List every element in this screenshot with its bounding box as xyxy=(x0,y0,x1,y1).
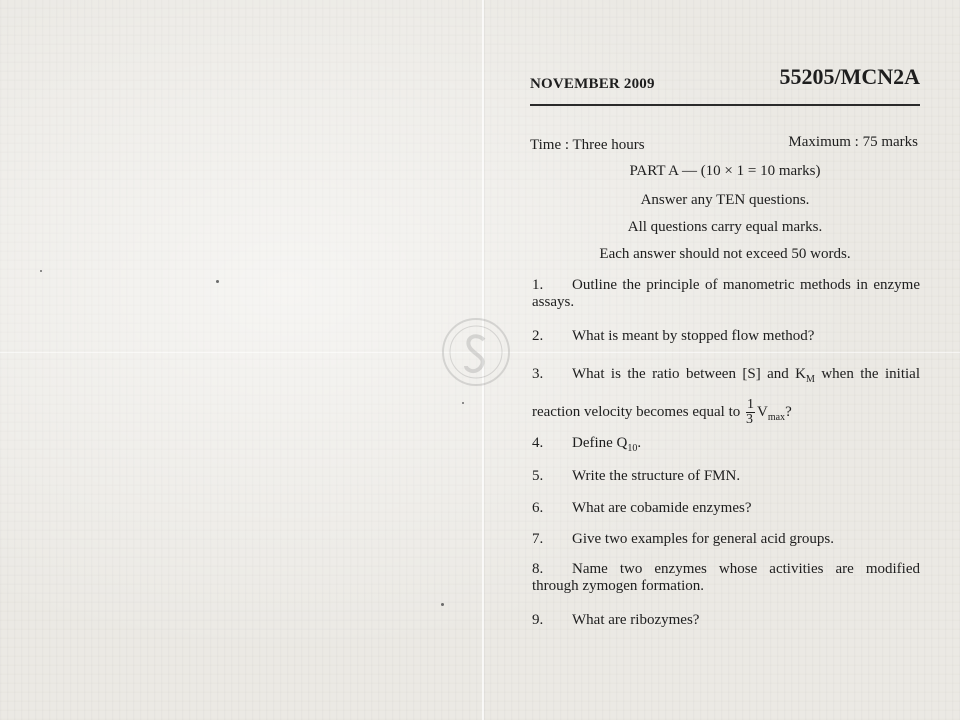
question-item xyxy=(532,468,920,485)
question-text: What is meant by stopped flow method? xyxy=(572,328,815,344)
maximum-marks: Maximum : 75 marks xyxy=(788,134,918,150)
paper-speck xyxy=(40,270,42,272)
question-text: Name two enzymes whose activities are modified through zymogen formation. xyxy=(532,561,920,594)
instruction-answer: Answer any TEN questions. xyxy=(640,192,810,208)
paper-speck xyxy=(216,280,219,283)
instruction-words: Each answer should not exceed 50 words. xyxy=(599,246,851,262)
fraction xyxy=(746,398,755,427)
question-number: 1. xyxy=(532,277,544,293)
time-allowed: Time : Three hours xyxy=(530,137,645,153)
question-text: What are cobamide enzymes? xyxy=(572,500,752,516)
paper-code: 55205/MCN2A xyxy=(779,64,920,89)
question-text: Define Q xyxy=(572,435,628,451)
question-subscript: 10 xyxy=(627,443,638,454)
question-number: 3. xyxy=(532,366,544,382)
question-number: 7. xyxy=(532,531,544,547)
part-title: PART A — (10 × 1 = 10 marks) xyxy=(629,163,821,179)
question-item xyxy=(532,612,920,629)
question-text: What is the ratio between [S] and K xyxy=(572,366,807,382)
exam-date: NOVEMBER 2009 xyxy=(530,76,655,92)
question-text: What are ribozymes? xyxy=(572,612,700,628)
paper-speck xyxy=(441,603,444,606)
question-text: V xyxy=(757,404,768,420)
question-item xyxy=(532,328,920,345)
question-subscript: M xyxy=(806,374,815,385)
question-text: Outline the principle of manometric methods in enzyme assays. xyxy=(532,277,920,310)
question-subscript: max xyxy=(767,412,786,423)
question-text: . xyxy=(637,435,642,451)
question-item xyxy=(532,358,920,434)
watermark-seal-icon xyxy=(440,316,512,388)
instruction-marks: All questions carry equal marks. xyxy=(627,219,823,235)
question-number: 2. xyxy=(532,328,544,344)
question-text: when the initial reaction velocity becomes equal to xyxy=(532,366,920,420)
question-text: Write the structure of FMN. xyxy=(572,468,741,484)
paper-speck xyxy=(462,402,464,404)
question-item xyxy=(532,435,920,454)
fraction-denominator: 3 xyxy=(746,412,753,428)
question-number: 6. xyxy=(532,500,544,516)
fraction-numerator: 1 xyxy=(747,397,754,413)
question-number: 4. xyxy=(532,435,544,451)
question-item xyxy=(532,531,920,548)
question-number: 8. xyxy=(532,561,544,577)
question-number: 9. xyxy=(532,612,544,628)
header-rule xyxy=(530,104,920,106)
question-item xyxy=(532,500,920,517)
question-text: ? xyxy=(785,404,792,420)
question-item xyxy=(532,277,920,311)
question-text: Give two examples for general acid groups. xyxy=(572,531,834,547)
question-number: 5. xyxy=(532,468,544,484)
question-item xyxy=(532,561,920,595)
